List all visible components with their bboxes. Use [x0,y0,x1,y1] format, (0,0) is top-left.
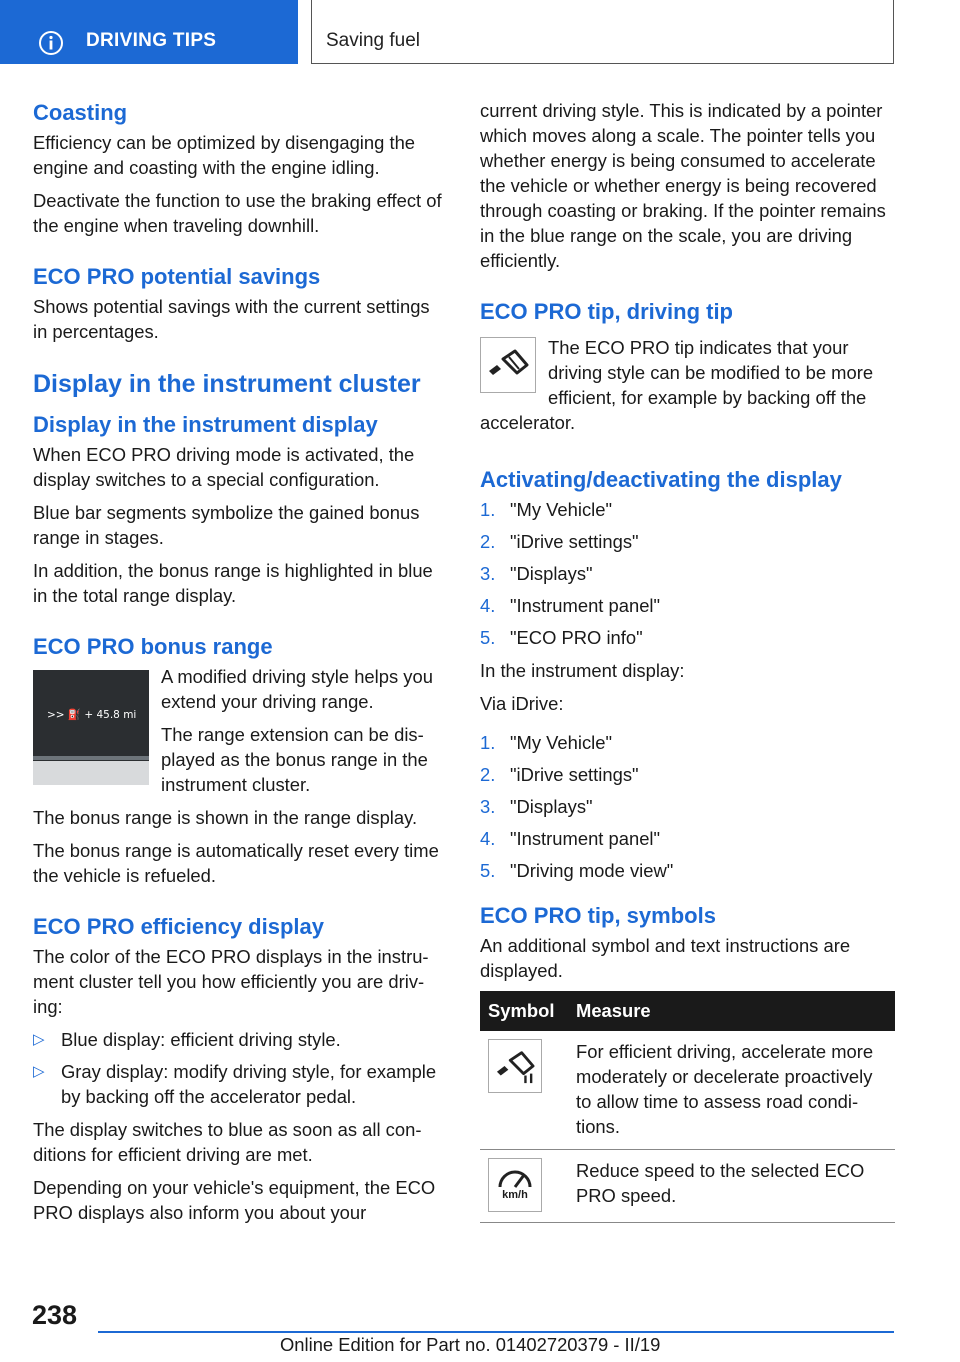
eco-pro-tip-row [480,335,896,410]
page-title: Saving fuel [326,30,421,51]
list-item: 3. "Displays" [480,563,593,584]
list-item: 2. "iDrive settings" [480,764,639,785]
table-cell-measure: Reduce speed to the selected ECO PRO speed. [568,1150,895,1223]
symbols-heading: ECO PRO tip, symbols [480,903,716,928]
eco-pro-tip-text-a: The ECO PRO tip indicates that your driving style can be modified to be more efficient, for example by backing off the [548,337,874,408]
list-item: ▷ Blue display: efficient driving style. [33,1029,341,1050]
table-header-symbol: Symbol [480,991,568,1031]
coasting-p1: Efficiency can be optimized by disengaging the engine and coasting with the engine idling. [33,132,416,178]
list-item: ▷ Gray display: modify driving style, for example by backing off the accelerator pedal. [33,1061,437,1107]
table-cell-symbol [480,1031,568,1150]
instrument-display-p1: When ECO PRO driving mode is activated, the display switches to a special configuration. [33,444,415,490]
eco-pro-tip-heading: ECO PRO tip, driving tip [480,299,733,324]
coasting-p2: Deactivate the function to use the braking effect of the engine when traveling downhill. [33,190,442,236]
right-column [480,98,896,1223]
page-header [311,0,894,64]
efficiency-display-p3: Depending on your vehicle's equipment, the ECO PRO displays also inform you about your [33,1177,436,1223]
speedometer-kmh-icon [488,1158,542,1212]
symbols-p1: An additional symbol and text instructions are displayed. [480,935,851,981]
idrive-steps-list-2 [480,730,896,883]
list-item: 3. "Displays" [480,796,593,817]
activating-heading: Activating/deactivating the display [480,467,842,492]
section-tab [0,0,298,64]
figure-divider [33,756,149,760]
list-item: 5. "Driving mode view" [480,860,674,881]
efficiency-display-p2: The display switches to blue as soon as all con‐ ditions for efficient driving are met. [33,1119,422,1165]
table-header-measure: Measure [568,991,895,1031]
via-idrive-label: Via iDrive: [480,693,564,714]
table-cell-measure: For efficient driving, accelerate more moderately or decelerate proactively to allow time to assess road condi‐ tions. [568,1031,895,1150]
potential-savings-p1: Shows potential savings with the current settings in percentages. [33,296,430,342]
bonus-range-p4: The bonus range is automatically reset every time the vehicle is refueled. [33,840,439,886]
idrive-steps-list-1 [480,497,896,650]
list-item: 5. "ECO PRO info" [480,627,643,648]
bonus-range-figure-text: >> ⛽ + 45.8 mi [47,709,137,721]
list-item: 4. "Instrument panel" [480,828,661,849]
foot-pedal-icon [480,337,536,393]
efficiency-display-heading: ECO PRO efficiency display [33,914,324,939]
list-item: 2. "iDrive settings" [480,531,639,552]
foot-pedal-icon [488,1039,542,1093]
bonus-range-figure [33,670,149,785]
instrument-display-p3: In addition, the bonus range is highlighted in blue in the total range display. [33,560,433,606]
instrument-display-p2: Blue bar segments symbolize the gained bonus range in stages. [33,502,420,548]
table-header-row [480,991,895,1031]
section-label: DRIVING TIPS [86,30,217,51]
potential-savings-heading: ECO PRO potential savings [33,264,321,289]
triangle-bullet-icon: ▷ [33,1063,45,1080]
bonus-range-p3: The bonus range is shown in the range display. [33,807,418,828]
triangle-bullet-icon: ▷ [33,1031,45,1048]
bonus-range-p1: A modified driving style helps you extend your driving range. [161,666,433,712]
list-item: 1. "My Vehicle" [480,499,612,520]
page-number: 238 [32,1300,78,1330]
footer-edition: Online Edition for Part no. 01402720379 - II/19 [280,1334,661,1355]
cluster-heading: Display in the instrument cluster [33,370,421,398]
speed-unit: km/h [502,1189,528,1201]
symbols-table [480,991,895,1223]
coasting-heading: Coasting [33,100,128,125]
efficiency-bullets [33,1027,449,1109]
left-column [33,98,449,1233]
eco-pro-tip-text-b: accelerator. [480,412,576,433]
instrument-display-heading: Display in the instrument display [33,412,378,437]
footer-divider [98,1331,894,1333]
bonus-range-p2: The range extension can be dis‐ played as the bonus range in the instrument cluster. [161,724,428,795]
efficiency-display-p1: The color of the ECO PRO displays in the instru‐ ment cluster tell you how efficiently you are driv‐ ing: [33,946,429,1017]
list-item: 4. "Instrument panel" [480,595,661,616]
list-item: 1. "My Vehicle" [480,732,612,753]
bonus-range-heading: ECO PRO bonus range [33,634,273,659]
table-cell-symbol [480,1150,568,1223]
bonus-range-row [33,664,449,805]
instrument-display-label: In the instrument display: [480,660,685,681]
table-row [480,1031,895,1150]
figure-base [33,761,149,785]
table-row [480,1150,895,1223]
continued-text: current driving style. This is indicated by a pointer which moves along a scale. The pointer tells you whether energy is being consumed to accelerate the vehicle or whether energy is being recovered through coasting or braking. If the pointer remains in the blue range on the scale, you are driving efficiently. [480,100,886,271]
bonus-range-text [161,664,449,805]
info-icon [38,30,64,56]
